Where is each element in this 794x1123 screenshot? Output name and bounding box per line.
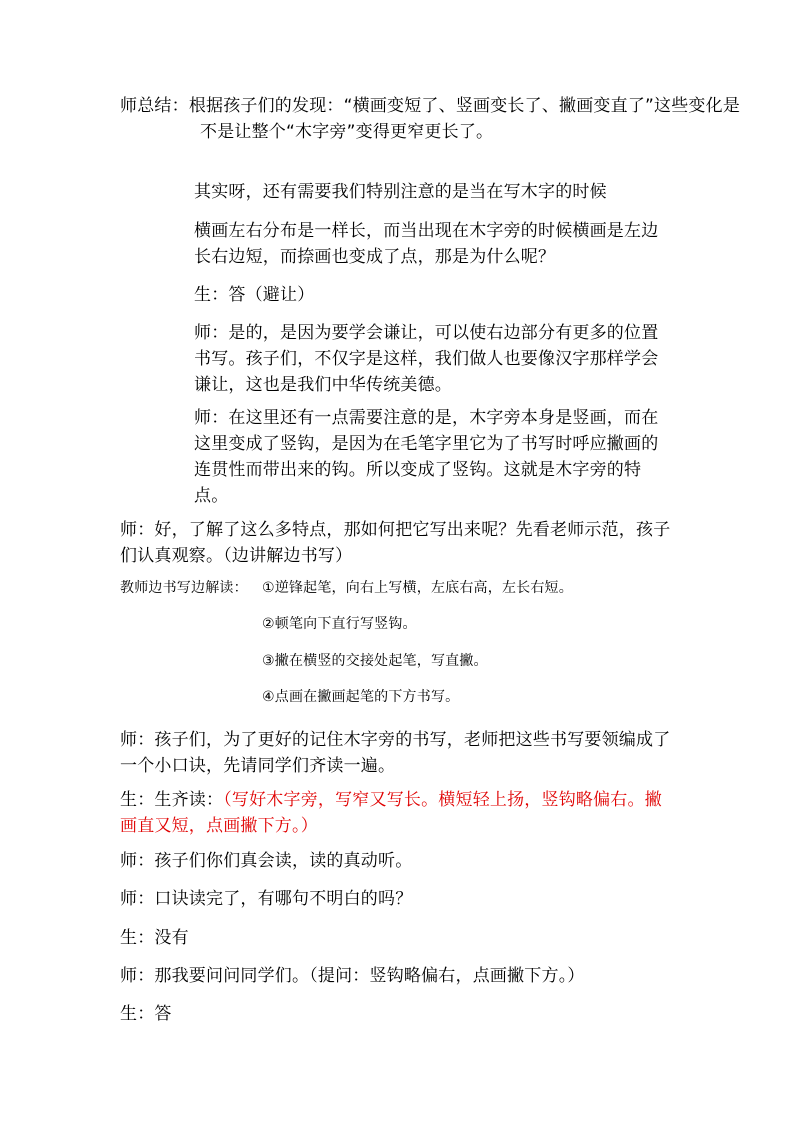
paragraph-4: 师：是的，是因为要学会谦让，可以使右边部分有更多的位置书写。孩子们，不仅字是这样，我们做人也要像汉字那样学会谦让，这也是我们中华传统美德。: [194, 323, 659, 395]
chant-label: 生：生齐读：: [120, 790, 224, 810]
paragraph-10: 生：没有: [120, 928, 189, 948]
step-3: ③撇在横竖的交接处起笔，写直撇。: [262, 653, 488, 669]
summary-label: 师总结：: [120, 96, 189, 116]
paragraph-12: 生：答: [120, 1004, 172, 1024]
student-answer-1: 生：答（避让）: [194, 285, 315, 305]
paragraph-6: 师：好，了解了这么多特点，那如何把它写出来呢？先看老师示范，孩子们认真观察。（边讲解边书写）: [120, 520, 671, 566]
summary-text: 根据孩子们的发现：“横画变短了、竖画变长了、撇画变直了”这些变化是不是让整个“木字旁”变得更窄更长了。: [188, 96, 741, 142]
chant-text: （写好木字旁，写窄又写长。横短轻上扬，竖钩略偏右。撇画直又短，点画撇下方。）: [120, 790, 662, 836]
paragraph-11: 师：那我要问问同学们。（提问：竖钩略偏右，点画撇下方。）: [120, 966, 585, 986]
chant-line: [120, 787, 674, 839]
paragraph-7: 师：孩子们，为了更好的记住木字旁的书写，老师把这些书写要领编成了一个小口诀，先请同学们齐读一遍。: [120, 730, 671, 776]
step-4: ④点画在撇画起笔的下方书写。: [262, 689, 460, 705]
paragraph-8: 师：孩子们你们真会读，读的真动听。: [120, 851, 413, 871]
paragraph-1: 其实呀，还有需要我们特别注意的是当在写木字的时候: [194, 182, 607, 202]
step-1: ①逆锋起笔，向右上写横，左底右高，左长右短。: [262, 580, 573, 596]
teacher-summary: [120, 93, 754, 145]
paragraph-2: 横画左右分布是一样长，而当出现在木字旁的时候横画是左边长右边短，而捺画也变成了点，那是为什么呢？: [194, 221, 659, 267]
step-2: ②顿笔向下直行写竖钩。: [262, 616, 417, 632]
paragraph-5: 师：在这里还有一点需要注意的是，木字旁本身是竖画，而在这里变成了竖钩，是因为在毛笔字里它为了书写时呼应撇画的连贯性而带出来的钩。所以变成了竖钩。这就是木字旁的特点。: [194, 408, 659, 506]
steps-label: 教师边书写边解读：: [120, 580, 248, 596]
paragraph-9: 师：口诀读完了，有哪句不明白的吗？: [120, 889, 413, 909]
